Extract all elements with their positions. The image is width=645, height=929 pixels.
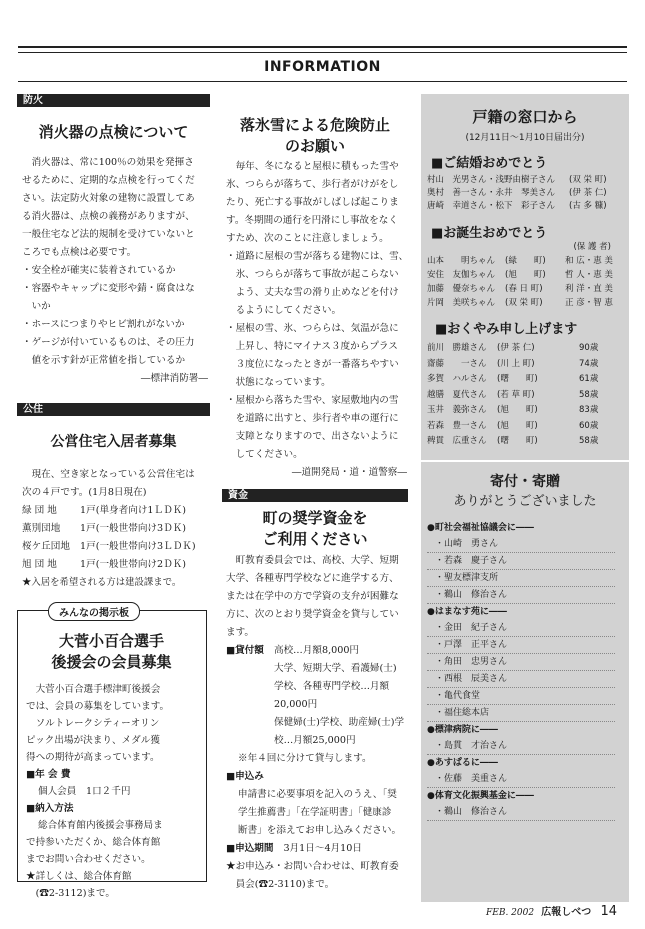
scholarship-body	[226, 552, 411, 894]
category-bar-scholarship: 資金	[222, 489, 408, 502]
scholarship-intro-line: 町教育委員会では、高校、大学、短期	[226, 555, 399, 566]
death-area: (旭 町)	[497, 420, 538, 431]
page-number: 14	[600, 904, 617, 919]
death-name: 稗貫 広重さん	[427, 436, 487, 446]
snow-bullet: 上昇し、特にマイナス３度からプラス	[226, 341, 398, 352]
snow-bullet: してください。	[226, 449, 303, 460]
scholarship-intro-line: ます。	[226, 627, 255, 638]
scholarship-loan-line: 大学、短期大学、看護婦(士)	[274, 663, 397, 674]
snow-bullet: 支障となりますので、出さないように	[226, 431, 399, 442]
death-age: 90歳	[579, 343, 599, 353]
marriage-row	[427, 187, 629, 200]
death-name: 若森 豊一さん	[427, 420, 487, 431]
donation-title-line: ありがとうございました	[453, 493, 597, 509]
fire-paragraph-line: る消火器は、点検の義務がありますが、	[22, 211, 195, 222]
birth-parents: 利 洋・直 美	[565, 284, 613, 294]
death-row	[427, 341, 629, 357]
birth-list	[421, 254, 629, 310]
board-payment-line: で持参いただくか、総合体育館	[26, 837, 161, 848]
marriage-bride: ・浅野由樹子さん	[487, 175, 556, 185]
board-body	[26, 681, 204, 902]
death-row	[427, 434, 629, 450]
death-row	[427, 419, 629, 435]
donation-item: ・聖友標津支所	[427, 570, 615, 587]
housing-body	[22, 466, 212, 592]
birth-area: (春 日 町)	[505, 284, 543, 294]
board-payment-line: 総合体育館内後援会事務局ま	[38, 820, 163, 831]
marriage-bride: ・永井 琴美さん	[487, 188, 556, 198]
housing-row-name: 旭 団 地	[22, 559, 57, 570]
birth-row	[427, 282, 629, 296]
snow-source: ―道開発局・道・道警察―	[291, 467, 407, 478]
donation-title	[421, 472, 629, 512]
registry-subtitle: (12月11日～1月10日届出分)	[465, 133, 585, 143]
scholarship-title	[222, 508, 408, 550]
snow-body	[226, 158, 411, 482]
marriage-area: (伊 茶 仁)	[569, 188, 607, 198]
snow-bullet: を道路に出すと、歩行者や車の運行に	[226, 413, 399, 424]
snow-bullet: よう、丈夫な雪の滑り止めなどを付け	[226, 287, 399, 298]
top-rule	[18, 46, 627, 48]
fire-bullet: ・ホースにつまりやヒビ割れがないか	[22, 319, 185, 330]
fire-bullet: ・容器やキャップに変形や錆・腐食はな	[22, 283, 195, 294]
death-age: 58歳	[579, 436, 599, 446]
scholarship-loan-line: 学校、各種専門学校…月額	[274, 681, 390, 692]
death-list	[421, 341, 629, 450]
snow-paragraph-line: す。冬期間の通行を円滑にし事故をなく	[226, 215, 398, 226]
death-name: 多賀 ハルさん	[427, 374, 487, 384]
scholarship-period-value: 3月1日～4月10日	[283, 843, 362, 854]
scholarship-period	[226, 840, 411, 858]
board-title	[18, 631, 205, 673]
fire-bullet: ・ゲージが付いているものは、その圧力	[22, 337, 195, 348]
death-name: 前川 勝雄さん	[427, 343, 487, 353]
death-age: 58歳	[579, 389, 599, 400]
fire-bullet: ・安全栓が確実に装着されているか	[22, 265, 176, 276]
scholarship-loan-line: 20,000円	[274, 699, 318, 710]
header-rule	[18, 81, 627, 82]
snow-bullet: るようにしてください。	[226, 305, 342, 316]
marriage-heading: ■ご結婚おめでとう	[431, 156, 548, 171]
footer-month: FEB. 2002	[486, 908, 535, 918]
birth-parents: 哲 人・恵 美	[565, 270, 613, 280]
donation-item: ・佐藤 美重さん	[427, 771, 615, 788]
fire-paragraph-line: さい。法定防火対象の建物に設置してあ	[22, 193, 195, 204]
marriage-row	[427, 200, 629, 213]
scholarship-apply-label: ■申込み	[226, 771, 264, 782]
fire-title: 消火器の点検について	[38, 123, 189, 141]
death-area: (旭 町)	[497, 405, 538, 415]
fire-paragraph-line: 一般住宅など法的規制を受けていないと	[22, 229, 195, 240]
scholarship-loan-note: ※年４回に分けて貸与します。	[238, 753, 372, 764]
snow-paragraph-line: すため、次のことに注意しましょう。	[226, 233, 389, 244]
panel-divider	[421, 460, 629, 462]
board-intro-line: 大菅小百合選手標津町後援会	[26, 684, 161, 695]
housing-row-detail: 1戸(単身者向け1ＬＤＫ)	[80, 505, 187, 516]
death-age: 83歳	[579, 405, 599, 415]
donation-item: ・金田 紀子さん	[427, 620, 615, 637]
donation-list	[427, 520, 615, 821]
death-area: (川 上 町)	[497, 358, 535, 369]
marriage-list	[421, 174, 629, 213]
snow-bullet: 氷、つららが落ちて事故が起こらない	[226, 269, 399, 280]
scholarship-loan-line: 校…月額25,000円	[274, 735, 356, 746]
scholarship-apply-line: 断書」を添えてお申し込みください。	[238, 825, 402, 836]
scholarship-loan-lines	[274, 642, 404, 750]
birth-row	[427, 268, 629, 282]
donation-item: ・鵜山 修治さん	[427, 587, 615, 604]
donation-item: ・西根 辰美さん	[427, 671, 615, 688]
fire-paragraph-line: 消火器は、常に100％の効果を発揮さ	[22, 157, 194, 168]
housing-row-detail: 1戸(一般世帯向け3ＬＤＫ)	[80, 541, 196, 552]
marriage-row	[427, 174, 629, 187]
snow-paragraph-line: たり、死亡する事故がしばしば起こりま	[226, 197, 399, 208]
death-row	[427, 388, 629, 404]
death-name: 齋藤 一さん	[427, 358, 487, 369]
scholarship-loan	[226, 642, 411, 750]
scholarship-title-line: ご利用ください	[262, 530, 368, 548]
fire-paragraph-line: ころでも点検は必要です。	[22, 247, 137, 258]
marriage-groom: 唐崎 幸道さん	[427, 201, 487, 211]
scholarship-loan-line: 保健婦(士)学校、助産婦(士)学	[274, 717, 405, 728]
board-fee-value: 個人会員 1口２千円	[38, 786, 131, 797]
snow-title-line: 落氷雪による危険防止	[239, 116, 390, 134]
scholarship-intro-line: 大学、各種専門学校などに進学する方、	[226, 573, 399, 584]
scholarship-loan-line: 高校…月額8,000円	[274, 645, 360, 656]
marriage-bride: ・松下 彩子さん	[487, 201, 556, 211]
housing-row-detail: 1戸(一般世帯向け3ＤＫ)	[80, 523, 187, 534]
death-age: 61歳	[579, 374, 599, 384]
birth-area: (旭 町)	[505, 270, 546, 280]
fire-source: ―標津消防署―	[140, 373, 208, 384]
board-intro-line: ソルトレークシティーオリン	[26, 718, 160, 729]
death-age: 74歳	[579, 358, 599, 369]
birth-child: 安住 友伽ちゃん	[427, 270, 496, 280]
death-area: (曙 町)	[497, 374, 538, 384]
snow-bullet: ・屋根から落ちた雪や、家屋敷地内の雪	[226, 395, 399, 406]
donation-group-head: ●あすぱるに――	[427, 757, 498, 768]
donation-group-head: ●体育文化振興基金に――	[427, 790, 534, 801]
housing-note: ★入居を希望される方は建設課まで。	[22, 577, 182, 588]
marriage-area: (双 栄 町)	[569, 175, 607, 185]
birth-area: (双 栄 町)	[505, 298, 543, 308]
marriage-area: (古 多 糠)	[569, 201, 607, 211]
housing-row	[22, 520, 212, 538]
birth-child: 加藤 優奈ちゃん	[427, 284, 496, 294]
death-area: (若 草 町)	[497, 389, 535, 400]
housing-row-detail: 1戸(一般世帯向け2ＤＫ)	[80, 559, 187, 570]
board-title-line: 大菅小百合選手	[58, 632, 164, 650]
snow-bullet: 状態になっています。	[226, 377, 331, 388]
donation-item: ・角田 忠男さん	[427, 654, 615, 671]
snow-bullet: ・屋根の雪、氷、つららは、気温が急に	[226, 323, 399, 334]
birth-heading: ■お誕生おめでとう	[431, 226, 548, 241]
death-row	[427, 357, 629, 373]
marriage-groom: 奥村 善一さん	[427, 188, 487, 198]
board-intro-line: では、会員の募集をしています。	[26, 701, 170, 712]
birth-row	[427, 296, 629, 310]
scholarship-apply-line: 申請書に必要事項を記入のうえ、「奨	[238, 789, 397, 800]
snow-bullet: ３度位になったときが一番落ちやすい	[226, 359, 399, 370]
scholarship-contact-line: 員会(☎2-3110)まで。	[226, 879, 335, 890]
registry-title: 戸籍の窓口から	[472, 108, 578, 126]
donation-item: ・亀代食堂	[427, 688, 615, 705]
housing-intro-line: 次の４戸です。(1月8日現在)	[22, 487, 147, 498]
donation-group-head: ●はまなす苑に――	[427, 606, 507, 617]
board-detail-line: (☎2-3112)まで。	[26, 888, 116, 899]
death-row	[427, 372, 629, 388]
snow-title	[222, 115, 408, 157]
page-footer	[486, 903, 617, 919]
housing-row	[22, 556, 212, 574]
scholarship-contact-line: ★お申込み・お問い合わせは、町教育委	[226, 861, 399, 872]
board-payment-label: ■納入方法	[26, 803, 74, 814]
community-board	[17, 608, 207, 899]
category-bar-fire: 防火	[17, 94, 210, 107]
snow-title-line: のお願い	[284, 137, 345, 155]
board-fee-label: ■年 会 費	[26, 769, 71, 780]
death-area: (曙 町)	[497, 436, 538, 446]
scholarship-period-label: ■申込期間	[226, 843, 274, 854]
board-payment-line: までお問い合わせください。	[26, 854, 151, 865]
birth-child: 片岡 美咲ちゃん	[427, 298, 496, 308]
page-title: INFORMATION	[264, 59, 381, 75]
fire-bullet: いか	[22, 301, 51, 312]
donation-group-head: ●標津病院に――	[427, 724, 498, 735]
housing-row-name: 緑 団 地	[22, 505, 57, 516]
scholarship-loan-label: ■貸付額	[226, 645, 264, 656]
board-intro-line: ピック出場が決まり、メダル獲	[26, 735, 160, 746]
housing-intro-line: 現在、空き家となっている公営住宅は	[22, 469, 195, 480]
birth-area: (緑 町)	[505, 256, 546, 266]
donation-item: ・鵜山 修治さん	[427, 804, 615, 821]
housing-row	[22, 538, 212, 556]
death-row	[427, 403, 629, 419]
fire-body	[22, 154, 212, 388]
housing-row-name: 桜ケ丘団地	[22, 541, 70, 552]
death-area: (伊 茶 仁)	[497, 343, 535, 353]
snow-paragraph-line: 毎年、冬になると屋根に積もった雪や	[226, 161, 399, 172]
birth-row	[427, 254, 629, 268]
donation-item: ・戸澤 正平さん	[427, 637, 615, 654]
fire-paragraph-line: せるために、定期的な点検を行ってくだ	[22, 175, 195, 186]
housing-row	[22, 502, 212, 520]
donation-title-line: 寄付・寄贈	[490, 473, 560, 490]
board-title-line: 後援会の会員募集	[51, 653, 172, 671]
death-name: 玉井 義弥さん	[427, 405, 487, 415]
housing-title: 公営住宅入居者募集	[50, 434, 177, 450]
board-intro-line: 得への期待が高まっています。	[26, 752, 160, 763]
footer-publication: 広報しべつ	[541, 907, 592, 918]
scholarship-title-line: 町の奨学資金を	[262, 509, 368, 527]
donation-item: ・福住総本店	[427, 705, 615, 722]
death-heading: ■おくやみ申し上げます	[435, 322, 578, 337]
snow-paragraph-line: 氷、つららが落ちて、歩行者がけがをし	[226, 179, 399, 190]
birth-parents: 正 彦・智 恵	[565, 298, 613, 308]
category-bar-housing: 公住	[17, 403, 210, 416]
board-detail-line: ★詳しくは、総合体育館	[26, 871, 132, 882]
birth-child: 山本 明ちゃん	[427, 256, 496, 266]
fire-bullet: 値を示す針が正常値を指しているか	[22, 355, 186, 366]
housing-row-name: 薫別団地	[22, 523, 61, 534]
donation-item: ・山崎 勇さん	[427, 536, 615, 553]
donation-item: ・若森 慶子さん	[427, 553, 615, 570]
scholarship-apply-line: 学生推薦書」「在学証明書」「健康診	[238, 807, 392, 818]
registry-panel	[421, 94, 629, 902]
birth-parents: 和 広・恵 美	[565, 256, 613, 266]
board-tab: みんなの掲示板	[48, 602, 140, 621]
top-rule-thin	[18, 52, 627, 53]
scholarship-intro-line: または在学中の方で学資の支弁が困難な	[226, 591, 399, 602]
death-age: 60歳	[579, 420, 599, 431]
death-name: 越膳 夏代さん	[427, 389, 487, 400]
scholarship-intro-line: 方に、次のとおり奨学資金を貸与してい	[226, 609, 399, 620]
marriage-groom: 村山 光男さん	[427, 175, 487, 185]
donation-item: ・島貫 才治さん	[427, 738, 615, 755]
snow-bullet: ・道路に屋根の雪が落ちる建物には、雪、	[226, 251, 409, 262]
birth-guardian-label: (保 護 者)	[573, 242, 611, 252]
donation-group-head: ●町社会福祉協議会に――	[427, 522, 534, 533]
